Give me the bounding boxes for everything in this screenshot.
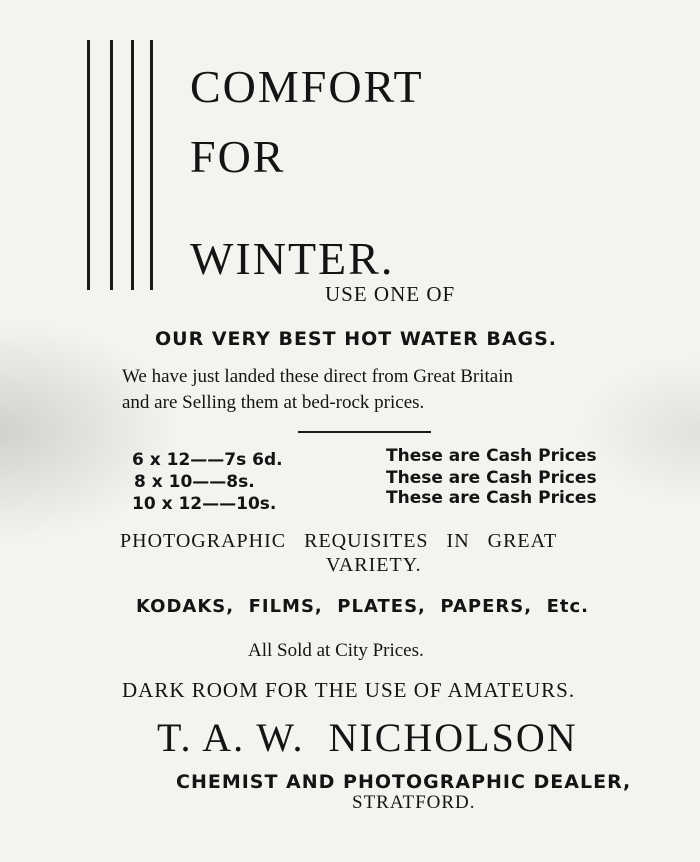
use-one-of-text: USE ONE OF [325, 282, 456, 306]
price-row: 8 x 10——8s. [134, 472, 255, 492]
dealer-town: STRATFORD. [352, 792, 476, 813]
headline-comfort: COMFORT [190, 61, 424, 112]
dealer-title: CHEMIST AND PHOTOGRAPHIC DEALER, [176, 771, 632, 793]
decorative-rule [87, 40, 90, 290]
price-row: 6 x 12——7s 6d. [132, 450, 283, 470]
decorative-rule [150, 40, 153, 290]
cash-price-note: These are Cash Prices [386, 446, 597, 466]
intro-line-2: and are Selling them at bed-rock prices. [122, 392, 425, 413]
section-divider [298, 431, 431, 433]
decorative-rule [110, 40, 113, 290]
photographic-line-1: PHOTOGRAPHIC REQUISITES IN GREAT [120, 530, 558, 552]
products-list: KODAKS, FILMS, PLATES, PAPERS, Etc. [136, 596, 589, 617]
intro-line-1: We have just landed these direct from Great Britain [122, 366, 513, 387]
cash-price-note: These are Cash Prices [386, 488, 597, 508]
headline-for: FOR [190, 131, 286, 182]
price-row: 10 x 12——10s. [132, 494, 277, 514]
headline-winter: WINTER. [190, 233, 395, 284]
photographic-line-2: VARIETY. [326, 554, 422, 576]
dealer-name: T. A. W. NICHOLSON [157, 715, 578, 760]
decorative-rule [131, 40, 134, 290]
dark-room-text: DARK ROOM FOR THE USE OF AMATEURS. [122, 678, 576, 702]
city-prices-text: All Sold at City Prices. [248, 640, 424, 661]
cash-price-note: These are Cash Prices [386, 468, 597, 488]
product-heading: OUR VERY BEST HOT WATER BAGS. [155, 328, 558, 350]
